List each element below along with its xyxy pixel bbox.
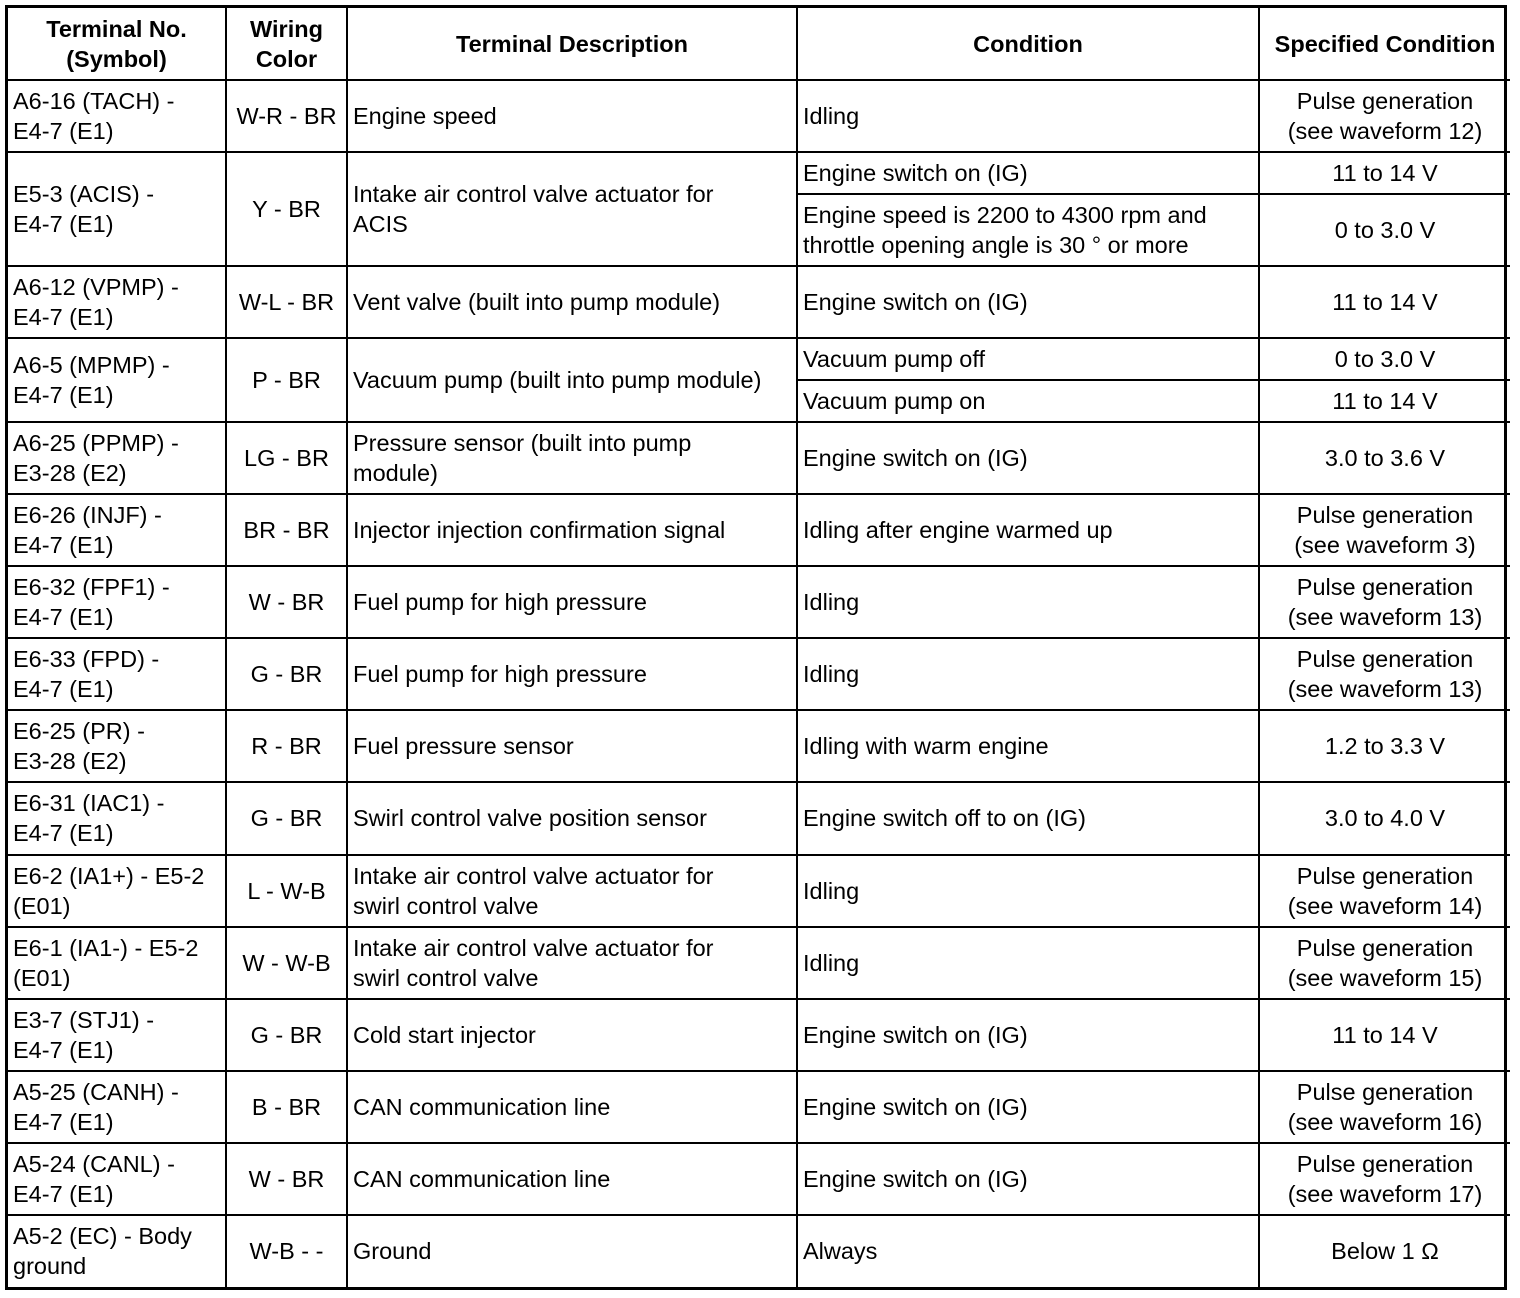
table-row <box>8 1215 1510 1287</box>
wiring-color-cell: W - BR <box>226 1143 347 1215</box>
table-row <box>8 999 1510 1071</box>
table-row <box>8 855 1510 927</box>
description-cell: Intake air control valve actuator for swirl control valve <box>347 855 797 927</box>
table-row <box>8 1071 1510 1143</box>
specified-cell: Pulse generation (see waveform 13) <box>1259 638 1510 710</box>
wiring-color-cell: G - BR <box>226 638 347 710</box>
specified-cell: Pulse generation (see waveform 3) <box>1259 494 1510 566</box>
condition-cell: Idling after engine warmed up <box>797 494 1259 566</box>
condition-cell: Engine switch on (IG) <box>797 999 1259 1071</box>
condition-cell: Engine switch on (IG) <box>797 266 1259 338</box>
table-row <box>8 1143 1510 1215</box>
wiring-color-cell: BR - BR <box>226 494 347 566</box>
terminal-cell: E5-3 (ACIS) - E4-7 (E1) <box>8 152 226 266</box>
condition-cell: Vacuum pump off <box>797 338 1259 380</box>
specified-cell: Pulse generation (see waveform 14) <box>1259 855 1510 927</box>
wiring-color-cell: Y - BR <box>226 152 347 266</box>
specified-cell: Pulse generation (see waveform 16) <box>1259 1071 1510 1143</box>
table-row <box>8 266 1510 338</box>
wiring-color-cell: B - BR <box>226 1071 347 1143</box>
specified-cell: 11 to 14 V <box>1259 999 1510 1071</box>
description-cell: Intake air control valve actuator for ACIS <box>347 152 797 266</box>
specified-cell: 0 to 3.0 V <box>1259 338 1510 380</box>
condition-cell: Engine speed is 2200 to 4300 rpm and throttle opening angle is 30 ° or more <box>797 194 1259 266</box>
terminal-cell: E6-2 (IA1+) - E5-2 (E01) <box>8 855 226 927</box>
condition-cell: Always <box>797 1215 1259 1287</box>
table-row <box>8 152 1510 194</box>
table-row <box>8 566 1510 638</box>
specified-cell: 11 to 14 V <box>1259 152 1510 194</box>
specified-cell: 1.2 to 3.3 V <box>1259 710 1510 782</box>
terminal-cell: A5-24 (CANL) - E4-7 (E1) <box>8 1143 226 1215</box>
specified-cell: Pulse generation (see waveform 17) <box>1259 1143 1510 1215</box>
header-condition: Condition <box>797 8 1259 80</box>
table-row <box>8 338 1510 380</box>
condition-cell: Idling <box>797 638 1259 710</box>
condition-cell: Idling <box>797 566 1259 638</box>
specified-cell: Pulse generation (see waveform 15) <box>1259 927 1510 999</box>
specified-cell: 3.0 to 4.0 V <box>1259 782 1510 854</box>
wiring-color-cell: W-B - - <box>226 1215 347 1287</box>
wiring-color-cell: W - BR <box>226 566 347 638</box>
terminal-cell: A6-12 (VPMP) - E4-7 (E1) <box>8 266 226 338</box>
terminal-table-frame <box>5 5 1507 1290</box>
wiring-color-cell: L - W-B <box>226 855 347 927</box>
table-row <box>8 782 1510 854</box>
specified-cell: 11 to 14 V <box>1259 266 1510 338</box>
condition-cell: Engine switch on (IG) <box>797 1071 1259 1143</box>
terminal-cell: E6-33 (FPD) - E4-7 (E1) <box>8 638 226 710</box>
terminal-cell: A6-16 (TACH) - E4-7 (E1) <box>8 80 226 152</box>
description-cell: CAN communication line <box>347 1143 797 1215</box>
description-cell: Engine speed <box>347 80 797 152</box>
specified-cell: Pulse generation (see waveform 12) <box>1259 80 1510 152</box>
description-cell: Fuel pressure sensor <box>347 710 797 782</box>
wiring-color-cell: LG - BR <box>226 422 347 494</box>
description-cell: Injector injection confirmation signal <box>347 494 797 566</box>
table-row <box>8 927 1510 999</box>
description-cell: Vent valve (built into pump module) <box>347 266 797 338</box>
table-row <box>8 422 1510 494</box>
header-wiring-color: Wiring Color <box>226 8 347 80</box>
table-row <box>8 80 1510 152</box>
wiring-color-cell: G - BR <box>226 782 347 854</box>
condition-cell: Engine switch on (IG) <box>797 152 1259 194</box>
condition-cell: Idling <box>797 80 1259 152</box>
condition-cell: Engine switch on (IG) <box>797 1143 1259 1215</box>
description-cell: Intake air control valve actuator for swirl control valve <box>347 927 797 999</box>
condition-cell: Engine switch off to on (IG) <box>797 782 1259 854</box>
specified-cell: 0 to 3.0 V <box>1259 194 1510 266</box>
specified-cell: 3.0 to 3.6 V <box>1259 422 1510 494</box>
table-row <box>8 710 1510 782</box>
description-cell: Fuel pump for high pressure <box>347 566 797 638</box>
specified-cell: Below 1 Ω <box>1259 1215 1510 1287</box>
header-specified-condition: Specified Condition <box>1259 8 1510 80</box>
wiring-color-cell: W-R - BR <box>226 80 347 152</box>
terminal-cell: A5-25 (CANH) - E4-7 (E1) <box>8 1071 226 1143</box>
terminal-cell: E6-25 (PR) - E3-28 (E2) <box>8 710 226 782</box>
header-terminal-description: Terminal Description <box>347 8 797 80</box>
wiring-color-cell: P - BR <box>226 338 347 422</box>
description-cell: Fuel pump for high pressure <box>347 638 797 710</box>
description-cell: Cold start injector <box>347 999 797 1071</box>
condition-cell: Vacuum pump on <box>797 380 1259 422</box>
terminal-cell: E6-26 (INJF) - E4-7 (E1) <box>8 494 226 566</box>
terminal-cell: E6-32 (FPF1) - E4-7 (E1) <box>8 566 226 638</box>
wiring-color-cell: G - BR <box>226 999 347 1071</box>
table-row <box>8 638 1510 710</box>
header-row <box>8 8 1510 80</box>
specified-cell: Pulse generation (see waveform 13) <box>1259 566 1510 638</box>
specified-cell: 11 to 14 V <box>1259 380 1510 422</box>
terminal-cell: A5-2 (EC) - Body ground <box>8 1215 226 1287</box>
wiring-color-cell: R - BR <box>226 710 347 782</box>
terminal-cell: E6-1 (IA1-) - E5-2 (E01) <box>8 927 226 999</box>
wiring-color-cell: W - W-B <box>226 927 347 999</box>
description-cell: Vacuum pump (built into pump module) <box>347 338 797 422</box>
header-terminal: Terminal No. (Symbol) <box>8 8 226 80</box>
terminal-cell: E3-7 (STJ1) - E4-7 (E1) <box>8 999 226 1071</box>
condition-cell: Idling <box>797 855 1259 927</box>
terminal-cell: E6-31 (IAC1) - E4-7 (E1) <box>8 782 226 854</box>
condition-cell: Idling <box>797 927 1259 999</box>
terminal-cell: A6-25 (PPMP) - E3-28 (E2) <box>8 422 226 494</box>
terminal-spec-table <box>8 8 1510 1287</box>
description-cell: Pressure sensor (built into pump module) <box>347 422 797 494</box>
wiring-color-cell: W-L - BR <box>226 266 347 338</box>
description-cell: Swirl control valve position sensor <box>347 782 797 854</box>
description-cell: Ground <box>347 1215 797 1287</box>
terminal-cell: A6-5 (MPMP) - E4-7 (E1) <box>8 338 226 422</box>
description-cell: CAN communication line <box>347 1071 797 1143</box>
condition-cell: Engine switch on (IG) <box>797 422 1259 494</box>
condition-cell: Idling with warm engine <box>797 710 1259 782</box>
table-row <box>8 494 1510 566</box>
